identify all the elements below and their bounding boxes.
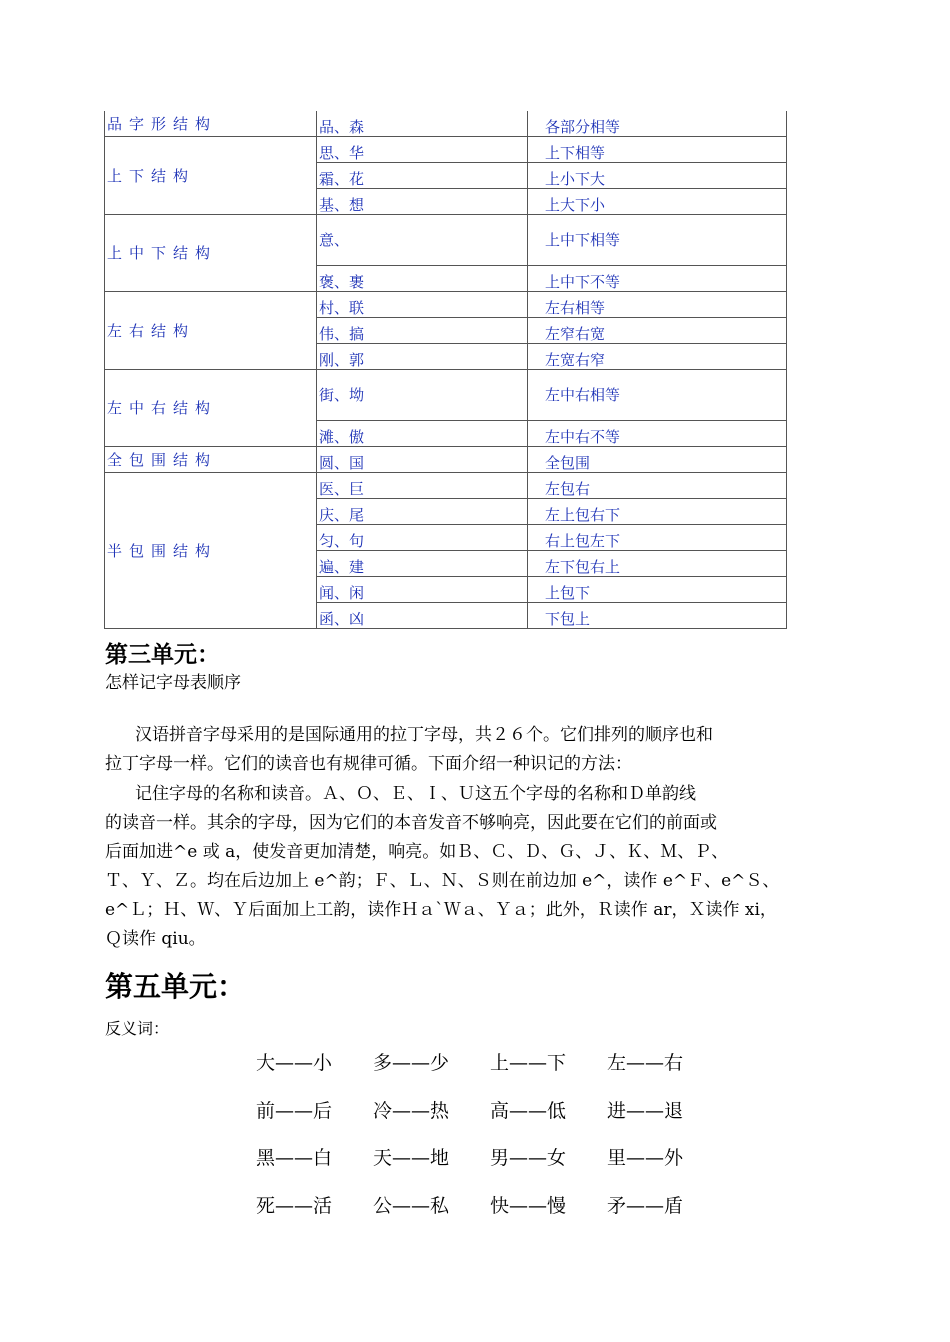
character-structure-table <box>104 111 787 629</box>
proportion-cell: 左中右不等 <box>528 421 787 447</box>
paragraph-line: e^Ｌ；Ｈ、Ｗ、Ｙ后面加上工韵，读作Ｈａ`Ｗａ、Ｙａ；此外，Ｒ读作 ar，Ｘ读作 xi， <box>105 900 777 920</box>
example-chars-cell: 医、巨 <box>317 473 528 499</box>
proportion-cell: 上大下小 <box>528 189 787 215</box>
antonym-pair: 大——小 <box>256 1052 333 1075</box>
example-chars-cell: 滩、傲 <box>317 421 528 447</box>
unit5-title: 第五单元： <box>105 970 246 1003</box>
antonym-pair: 矛——盾 <box>607 1194 684 1217</box>
antonym-pair: 男——女 <box>490 1147 567 1170</box>
proportion-cell: 左窄右宽 <box>528 318 787 344</box>
unit3-title: 第三单元： <box>105 641 220 668</box>
paragraph-line: Ｔ、Ｙ、Ｚ。均在后边加上 e^韵；Ｆ、Ｌ、Ｎ、Ｓ则在前边加 e^，读作 e^Ｆ、e^Ｓ、 <box>105 871 780 891</box>
antonym-pair: 上——下 <box>490 1052 567 1075</box>
proportion-cell: 上包下 <box>528 577 787 603</box>
antonym-row <box>256 1133 724 1181</box>
example-chars-cell: 品、森 <box>317 111 528 137</box>
antonym-pair: 高——低 <box>490 1099 567 1122</box>
table-row <box>105 370 787 421</box>
antonym-pair: 黑——白 <box>256 1147 333 1170</box>
proportion-cell: 左包右 <box>528 473 787 499</box>
example-chars-cell: 匀、句 <box>317 525 528 551</box>
paragraph-line: 汉语拼音字母采用的是国际通用的拉丁字母，共２６个。它们排列的顺序也和 <box>135 725 713 745</box>
structure-type-cell: 品字形结构 <box>105 111 317 137</box>
proportion-cell: 上下相等 <box>528 137 787 163</box>
structure-type-cell: 全包围结构 <box>105 447 317 473</box>
example-chars-cell: 霜、花 <box>317 163 528 189</box>
antonym-grid <box>256 1038 724 1228</box>
structure-type-cell: 上下结构 <box>105 137 317 215</box>
paragraph-line: 记住字母的名称和读音。Ａ、Ｏ、Ｅ、Ｉ、Ｕ这五个字母的名称和Ｄ单韵线 <box>135 784 696 804</box>
table-row <box>105 137 787 163</box>
proportion-cell: 各部分相等 <box>528 111 787 137</box>
proportion-cell: 上中下相等 <box>528 215 787 266</box>
proportion-cell: 左右相等 <box>528 292 787 318</box>
antonym-pair: 前——后 <box>256 1099 333 1122</box>
unit5-subtitle: 反义词： <box>105 1019 170 1038</box>
structure-type-cell: 左右结构 <box>105 292 317 370</box>
antonym-pair: 冷——热 <box>373 1099 450 1122</box>
structure-type-cell: 半包围结构 <box>105 473 317 629</box>
structure-type-cell: 上中下结构 <box>105 215 317 292</box>
antonym-row <box>256 1086 724 1134</box>
antonym-pair: 天——地 <box>373 1147 450 1170</box>
proportion-cell: 上小下大 <box>528 163 787 189</box>
proportion-cell: 下包上 <box>528 603 787 629</box>
proportion-cell: 左宽右窄 <box>528 344 787 370</box>
example-chars-cell: 褒、裹 <box>317 266 528 292</box>
example-chars-cell: 村、联 <box>317 292 528 318</box>
example-chars-cell: 刚、郭 <box>317 344 528 370</box>
antonym-pair: 进——退 <box>607 1099 684 1122</box>
antonym-pair: 左——右 <box>607 1052 684 1075</box>
example-chars-cell: 意、 <box>317 215 528 266</box>
structure-type-cell: 左中右结构 <box>105 370 317 447</box>
example-chars-cell: 闻、闲 <box>317 577 528 603</box>
paragraph-line: 后面加进^e 或 a，使发音更加清楚，响亮。如Ｂ、Ｃ、Ｄ、Ｇ、Ｊ、Ｋ、Ｍ、Ｐ、 <box>105 842 729 862</box>
unit3-subtitle: 怎样记字母表顺序 <box>105 673 241 693</box>
antonym-pair: 公——私 <box>373 1194 450 1217</box>
proportion-cell: 左上包右下 <box>528 499 787 525</box>
example-chars-cell: 庆、尾 <box>317 499 528 525</box>
unit3-paragraph-1 <box>105 721 825 779</box>
unit3-paragraph-2 <box>105 780 825 954</box>
paragraph-line: Ｑ读作 qiu。 <box>105 929 206 949</box>
proportion-cell: 右上包左下 <box>528 525 787 551</box>
proportion-cell: 左下包右上 <box>528 551 787 577</box>
table-row <box>105 292 787 318</box>
example-chars-cell: 基、想 <box>317 189 528 215</box>
table-row <box>105 447 787 473</box>
antonym-pair: 里——外 <box>607 1147 684 1170</box>
antonym-row <box>256 1181 724 1229</box>
example-chars-cell: 思、华 <box>317 137 528 163</box>
antonym-pair: 快——慢 <box>490 1194 567 1217</box>
table-row <box>105 473 787 499</box>
antonym-pair: 多——少 <box>373 1052 450 1075</box>
example-chars-cell: 街、坳 <box>317 370 528 421</box>
table-row <box>105 215 787 266</box>
antonym-row <box>256 1038 724 1086</box>
example-chars-cell: 遍、建 <box>317 551 528 577</box>
table-row <box>105 111 787 137</box>
proportion-cell: 左中右相等 <box>528 370 787 421</box>
example-chars-cell: 函、凶 <box>317 603 528 629</box>
example-chars-cell: 圆、国 <box>317 447 528 473</box>
proportion-cell: 全包围 <box>528 447 787 473</box>
example-chars-cell: 伟、搞 <box>317 318 528 344</box>
proportion-cell: 上中下不等 <box>528 266 787 292</box>
antonym-pair: 死——活 <box>256 1194 333 1217</box>
paragraph-line: 的读音一样。其余的字母，因为它们的本音发音不够响亮，因此要在它们的前面或 <box>105 813 717 833</box>
paragraph-line: 拉丁字母一样。它们的读音也有规律可循。下面介绍一种识记的方法： <box>105 754 632 774</box>
